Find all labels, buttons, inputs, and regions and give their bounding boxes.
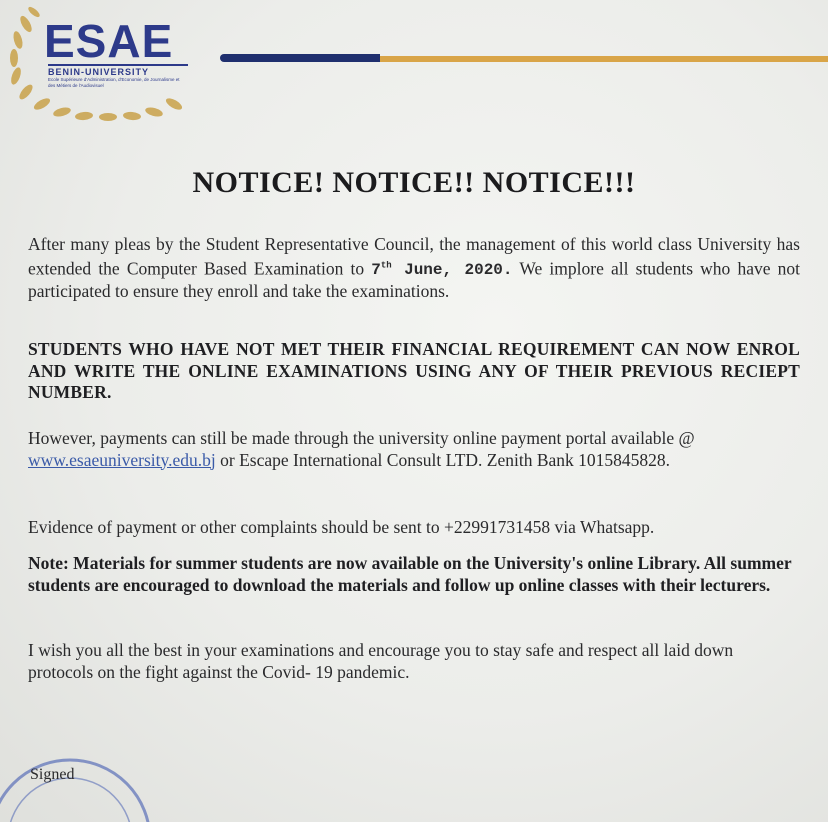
notice-title: NOTICE! NOTICE!! NOTICE!!! [192, 166, 636, 199]
date-rest: June, 2020. [391, 260, 513, 279]
paragraph-extension-outro: We implore all students who have not participated to ensure they enroll and take the examinations. [28, 257, 801, 302]
logo-subtitle: BENIN-UNIVERSITY [48, 64, 188, 77]
extension-date [371, 261, 512, 279]
payment-intro: However, payments can still be made through the university online payment portal available @ [28, 428, 695, 448]
paragraph-extension-intro: After many pleas by the Student Representative Council, the management of this world class University has extended the Computer Based Examination to [28, 234, 800, 278]
university-logo [4, 4, 204, 122]
paragraph-extension [28, 234, 800, 303]
header-bar-gold [380, 56, 828, 62]
paragraph-financial-requirement: STUDENTS WHO HAVE NOT MET THEIR FINANCIAL REQUIREMENT CAN NOW ENROL AND WRITE THE ONLINE EXAMINATIONS USING ANY OF THEIR PREVIOUS RECIEPT NUMBER. [28, 339, 800, 402]
paragraph-closing: I wish you all the best in your examinations and encourage you to stay safe and respect all laid down protocols on the fight against the Covid- 19 pandemic. [28, 640, 734, 682]
logo-tagline: Ecole Supérieure d'Administration, d'Economie, de Journalisme et des Métiers de l'Audiovisuel [48, 77, 180, 88]
paragraph-evidence: Evidence of payment or other complaints should be sent to +22991731458 via Whatsapp. [28, 517, 655, 537]
date-suffix: th [380, 260, 392, 271]
paragraph-payment [28, 428, 800, 471]
signed-label: Signed [30, 766, 75, 783]
date-day: 7 [371, 260, 381, 279]
logo-wordmark: ESAE [44, 15, 174, 67]
paragraph-summer-note: Note: Materials for summer students are now available on the University's online Library. All summer students are encouraged to download the materials and follow up online classes with their lecturers. [28, 553, 792, 595]
official-stamp-icon [0, 720, 180, 822]
university-website-link[interactable]: www.esaeuniversity.edu.bj [28, 449, 216, 470]
payment-bank: or Escape International Consult LTD. Zenith Bank 1015845828. [215, 449, 671, 470]
header-divider-bar [220, 52, 828, 64]
header-bar-blue [220, 54, 380, 62]
